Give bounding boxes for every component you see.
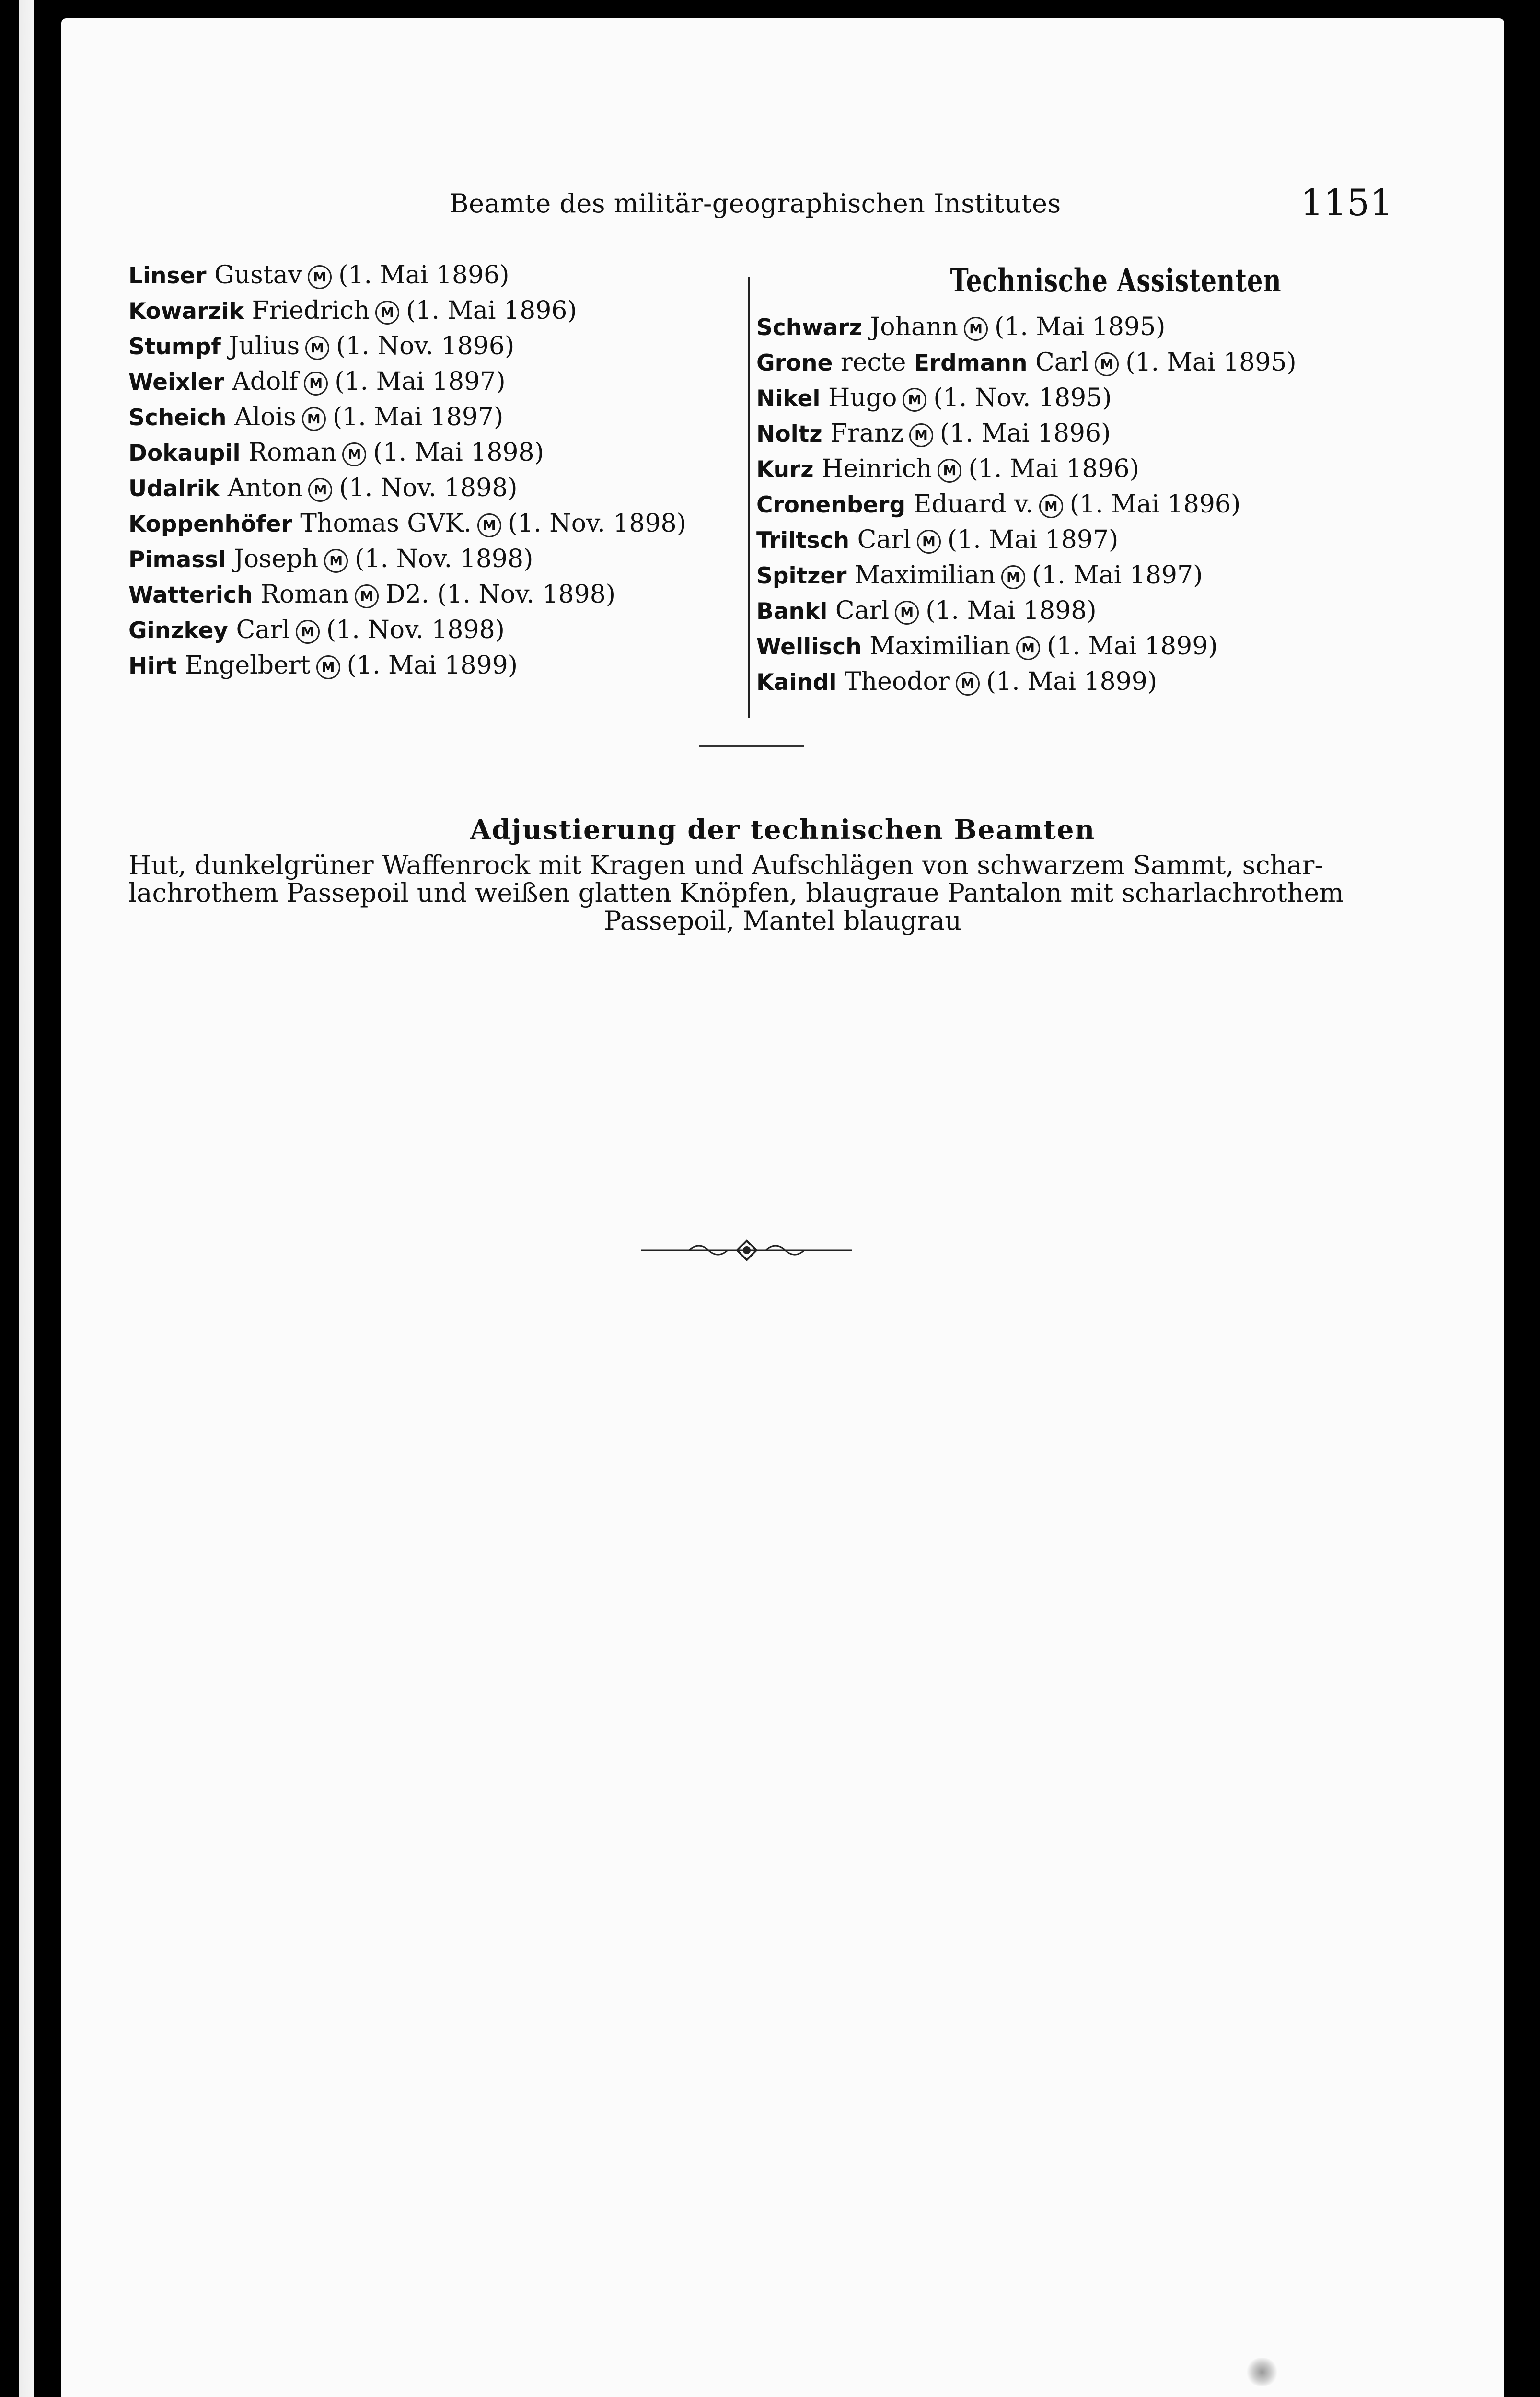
- right-entry: [756, 452, 1475, 487]
- entry-forename: Joseph: [233, 545, 319, 573]
- right-entry: [756, 523, 1475, 558]
- left-entry: [128, 400, 761, 435]
- entry-surname: Dokaupil: [128, 440, 241, 466]
- left-entry: [128, 577, 761, 613]
- entry-forename: Theodor: [845, 667, 950, 696]
- entry-date: (1. Mai 1897): [1031, 561, 1203, 590]
- entry-forename: Gustav: [214, 261, 302, 290]
- entry-surname: Schwarz: [756, 314, 862, 341]
- entry-date: (1. Mai 1896): [939, 419, 1111, 448]
- section-paragraph: [128, 851, 1437, 935]
- right-entry: [756, 381, 1475, 416]
- entry-surname: Kowarzik: [128, 298, 244, 325]
- medal-icon: M: [917, 530, 941, 554]
- entry-forename: Eduard v.: [913, 490, 1033, 519]
- medal-icon: M: [355, 584, 379, 608]
- entry-date: (1. Mai 1897): [332, 403, 504, 431]
- right-entry: [756, 345, 1475, 381]
- left-entry: [128, 258, 761, 293]
- entry-forename: Maximilian: [869, 632, 1011, 661]
- document-page: [61, 18, 1504, 2397]
- medal-icon: M: [342, 442, 366, 466]
- right-entry: [756, 558, 1475, 593]
- entry-surname: Wellisch: [756, 634, 862, 660]
- left-entry: [128, 435, 761, 471]
- running-title: Beamte des militär-geographischen Institutes: [450, 188, 1061, 219]
- section-title: Adjustierung der technischen Beamten: [470, 814, 1096, 846]
- entry-forename: Franz: [830, 419, 903, 448]
- right-entry: [756, 487, 1475, 523]
- entry-surname: Grone: [756, 350, 833, 376]
- entry-surname: Noltz: [756, 421, 822, 447]
- medal-icon: M: [316, 655, 340, 679]
- entry-forename: recte: [840, 348, 906, 377]
- entry-forename: Carl: [236, 616, 290, 644]
- medal-icon: M: [1039, 494, 1063, 518]
- entry-surname: Bankl: [756, 598, 828, 625]
- medal-icon: M: [903, 388, 926, 412]
- entry-surname: Hirt: [128, 653, 177, 679]
- column-divider: [748, 277, 750, 718]
- entry-date: (1. Mai 1898): [926, 596, 1097, 625]
- entry-forename: Heinrich: [822, 454, 932, 483]
- medal-icon: M: [1016, 636, 1040, 660]
- medal-icon: M: [308, 265, 332, 289]
- left-entry: [128, 293, 761, 329]
- entry-date: (1. Nov. 1898): [437, 580, 616, 609]
- assistant-list: [756, 310, 1475, 700]
- medal-icon: M: [375, 301, 399, 325]
- entry-surname: Weixler: [128, 369, 224, 396]
- paragraph-line-3: Passepoil, Mantel blaugrau: [604, 906, 961, 936]
- entry-date: (1. Mai 1898): [373, 438, 544, 467]
- left-entry: [128, 542, 761, 577]
- page-number: 1151: [1300, 181, 1393, 224]
- entry-forename: Alois: [234, 403, 296, 431]
- entry-forename: Adolf: [232, 367, 299, 396]
- entry-forename: Engelbert: [185, 651, 311, 680]
- medal-icon: M: [302, 407, 326, 431]
- medal-icon: M: [1095, 352, 1119, 376]
- entry-date: (1. Mai 1896): [338, 261, 509, 290]
- entry-date: (1. Mai 1895): [995, 313, 1166, 341]
- medal-icon: M: [938, 459, 961, 483]
- entry-surname: Scheich: [128, 405, 227, 431]
- entry-surname: Udalrik: [128, 476, 220, 502]
- right-column-title: Technische Assistenten: [950, 262, 1282, 299]
- right-entry: [756, 664, 1475, 700]
- medal-icon: M: [308, 478, 332, 502]
- entry-forename: Roman: [260, 580, 349, 609]
- entry-date: (1. Nov. 1898): [508, 509, 686, 538]
- entry-surname: Watterich: [128, 582, 253, 608]
- medal-icon: M: [296, 620, 320, 644]
- entry-date: (1. Nov. 1895): [933, 384, 1112, 412]
- medal-icon: M: [324, 549, 348, 573]
- entry-date: (1. Mai 1897): [335, 367, 506, 396]
- entry-date: (1. Nov. 1898): [355, 545, 533, 573]
- medal-icon: M: [304, 372, 328, 396]
- entry-forename: Thomas GVK.: [300, 509, 472, 538]
- page-edge: [0, 0, 34, 2397]
- right-entry: [756, 416, 1475, 452]
- left-entry: [128, 471, 761, 506]
- entry-date: (1. Nov. 1898): [339, 474, 518, 502]
- entry-surname: Nikel: [756, 385, 821, 412]
- entry-forename: Julius: [229, 332, 300, 361]
- entry-surname: Triltsch: [756, 527, 850, 554]
- paragraph-line-1: Hut, dunkelgrüner Waffenrock mit Kragen und Aufschlägen von schwarzem Sammt, schar-: [128, 850, 1323, 880]
- entry-date: (1. Mai 1897): [947, 525, 1119, 554]
- right-entry: [756, 629, 1475, 664]
- entry-date: (1. Mai 1896): [1069, 490, 1241, 519]
- entry-date: (1. Mai 1896): [968, 454, 1139, 483]
- entry-forename: Johann: [870, 313, 958, 341]
- right-column: [756, 258, 1475, 700]
- entry-date: (1. Mai 1896): [406, 296, 577, 325]
- entry-surname: Kaindl: [756, 669, 837, 696]
- entry-forename: Friedrich: [252, 296, 370, 325]
- entry-date: (1. Mai 1899): [347, 651, 518, 680]
- section-rule: [699, 745, 804, 747]
- ornament-icon: [641, 1236, 852, 1265]
- left-column: [128, 258, 761, 684]
- entry-forename: Carl: [857, 525, 911, 554]
- entry-surname: Ginzkey: [128, 617, 229, 644]
- page-smudge: [1245, 2358, 1279, 2386]
- paragraph-line-2: lachrothem Passepoil und weißen glatten Knöpfen, blaugraue Pantalon mit scharlachrothem: [128, 878, 1344, 908]
- entry-surname: Spitzer: [756, 563, 847, 589]
- entry-forename: Anton: [227, 474, 303, 502]
- entry-surname: Linser: [128, 263, 207, 289]
- medal-icon: M: [305, 336, 329, 360]
- entry-date: (1. Mai 1899): [986, 667, 1158, 696]
- left-entry: [128, 364, 761, 400]
- entry-surname: Stumpf: [128, 334, 221, 360]
- medal-icon: M: [909, 423, 933, 447]
- entry-date: (1. Mai 1899): [1047, 632, 1218, 661]
- medal-icon: M: [477, 513, 501, 537]
- entry-decoration: D2.: [385, 580, 429, 609]
- entry-forename: Hugo: [828, 384, 897, 412]
- medal-icon: M: [964, 317, 988, 341]
- entry-forename: Roman: [248, 438, 337, 467]
- entry-surname: Pimassl: [128, 547, 226, 573]
- left-entry: [128, 648, 761, 684]
- entry-forename-alt: Carl: [1035, 348, 1089, 377]
- medal-icon: M: [956, 672, 980, 696]
- right-entry: [756, 310, 1475, 345]
- medal-icon: M: [1001, 565, 1025, 589]
- entry-date: (1. Nov. 1898): [326, 616, 505, 644]
- entry-forename: Maximilian: [855, 561, 996, 590]
- entry-date: (1. Mai 1895): [1125, 348, 1297, 377]
- entry-surname: Koppenhöfer: [128, 511, 292, 537]
- left-entry: [128, 613, 761, 648]
- right-entry: [756, 593, 1475, 629]
- entry-date: (1. Nov. 1896): [336, 332, 515, 361]
- medal-icon: M: [895, 601, 919, 625]
- entry-forename: Carl: [835, 596, 890, 625]
- left-entry: [128, 329, 761, 364]
- entry-surname: Kurz: [756, 456, 814, 483]
- entry-surname: Cronenberg: [756, 492, 906, 518]
- left-entry: [128, 506, 761, 542]
- entry-surname-alt: Erdmann: [914, 350, 1028, 376]
